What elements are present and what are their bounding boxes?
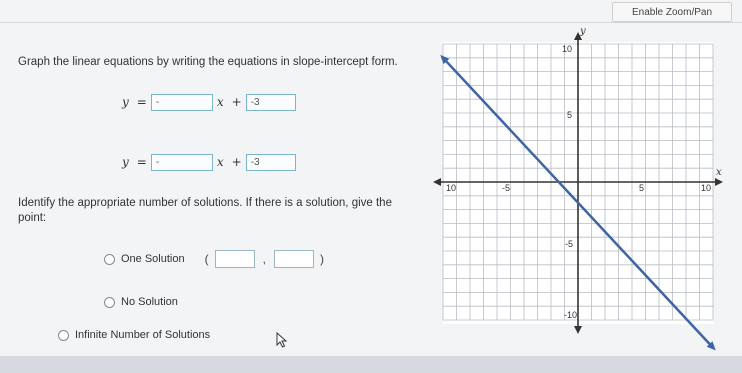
eq1-plus: + (231, 95, 242, 109)
question-text: Identify the appropriate number of solutions. If there is a solution, give the point: (18, 197, 392, 224)
x-axis-arrow-left-icon (433, 178, 441, 186)
x-axis-label: x (716, 167, 722, 178)
y-tick-10: 10 (562, 44, 573, 54)
y-axis-label: y (580, 26, 586, 37)
point-open-paren: ( (204, 252, 209, 266)
y-tick-5: 5 (567, 110, 573, 120)
bottom-strip (0, 356, 742, 373)
x-tick-10: 10 (701, 183, 712, 193)
eq1-y-label: y (122, 95, 129, 109)
x-axis-arrow-right-icon (715, 178, 723, 186)
eq2-equals: = (136, 155, 147, 169)
eq2-intercept-input[interactable]: -3 (246, 154, 296, 171)
y-axis-arrow-down-icon (574, 326, 582, 334)
eq2-y-label: y (122, 155, 129, 169)
eq2-x-label: x (216, 155, 224, 169)
eq2-plus: + (231, 155, 242, 169)
infinite-solutions-label: Infinite Number of Solutions (75, 329, 211, 341)
eq1-slope-input[interactable]: - (151, 94, 213, 111)
x-tick-neg10: 10 (446, 183, 457, 193)
point-comma: , (262, 252, 266, 266)
point-close-paren: ) (319, 252, 324, 266)
x-tick-5: 5 (639, 183, 645, 193)
no-solution-label: No Solution (121, 296, 178, 308)
enable-zoom-pan-button[interactable]: Enable Zoom/Pan (612, 2, 732, 22)
eq1-intercept-input[interactable]: -3 (246, 94, 296, 111)
y-tick-neg10: -10 (564, 310, 578, 320)
eq2-slope-input[interactable]: - (151, 154, 213, 171)
eq1-equals: = (136, 95, 147, 109)
y-tick-neg5: -5 (565, 239, 574, 249)
one-solution-label: One Solution (121, 253, 185, 265)
x-tick-neg5: -5 (502, 183, 511, 193)
eq1-x-label: x (216, 95, 224, 109)
instruction-text: Graph the linear equations by writing the equations in slope-intercept form. (18, 56, 398, 68)
